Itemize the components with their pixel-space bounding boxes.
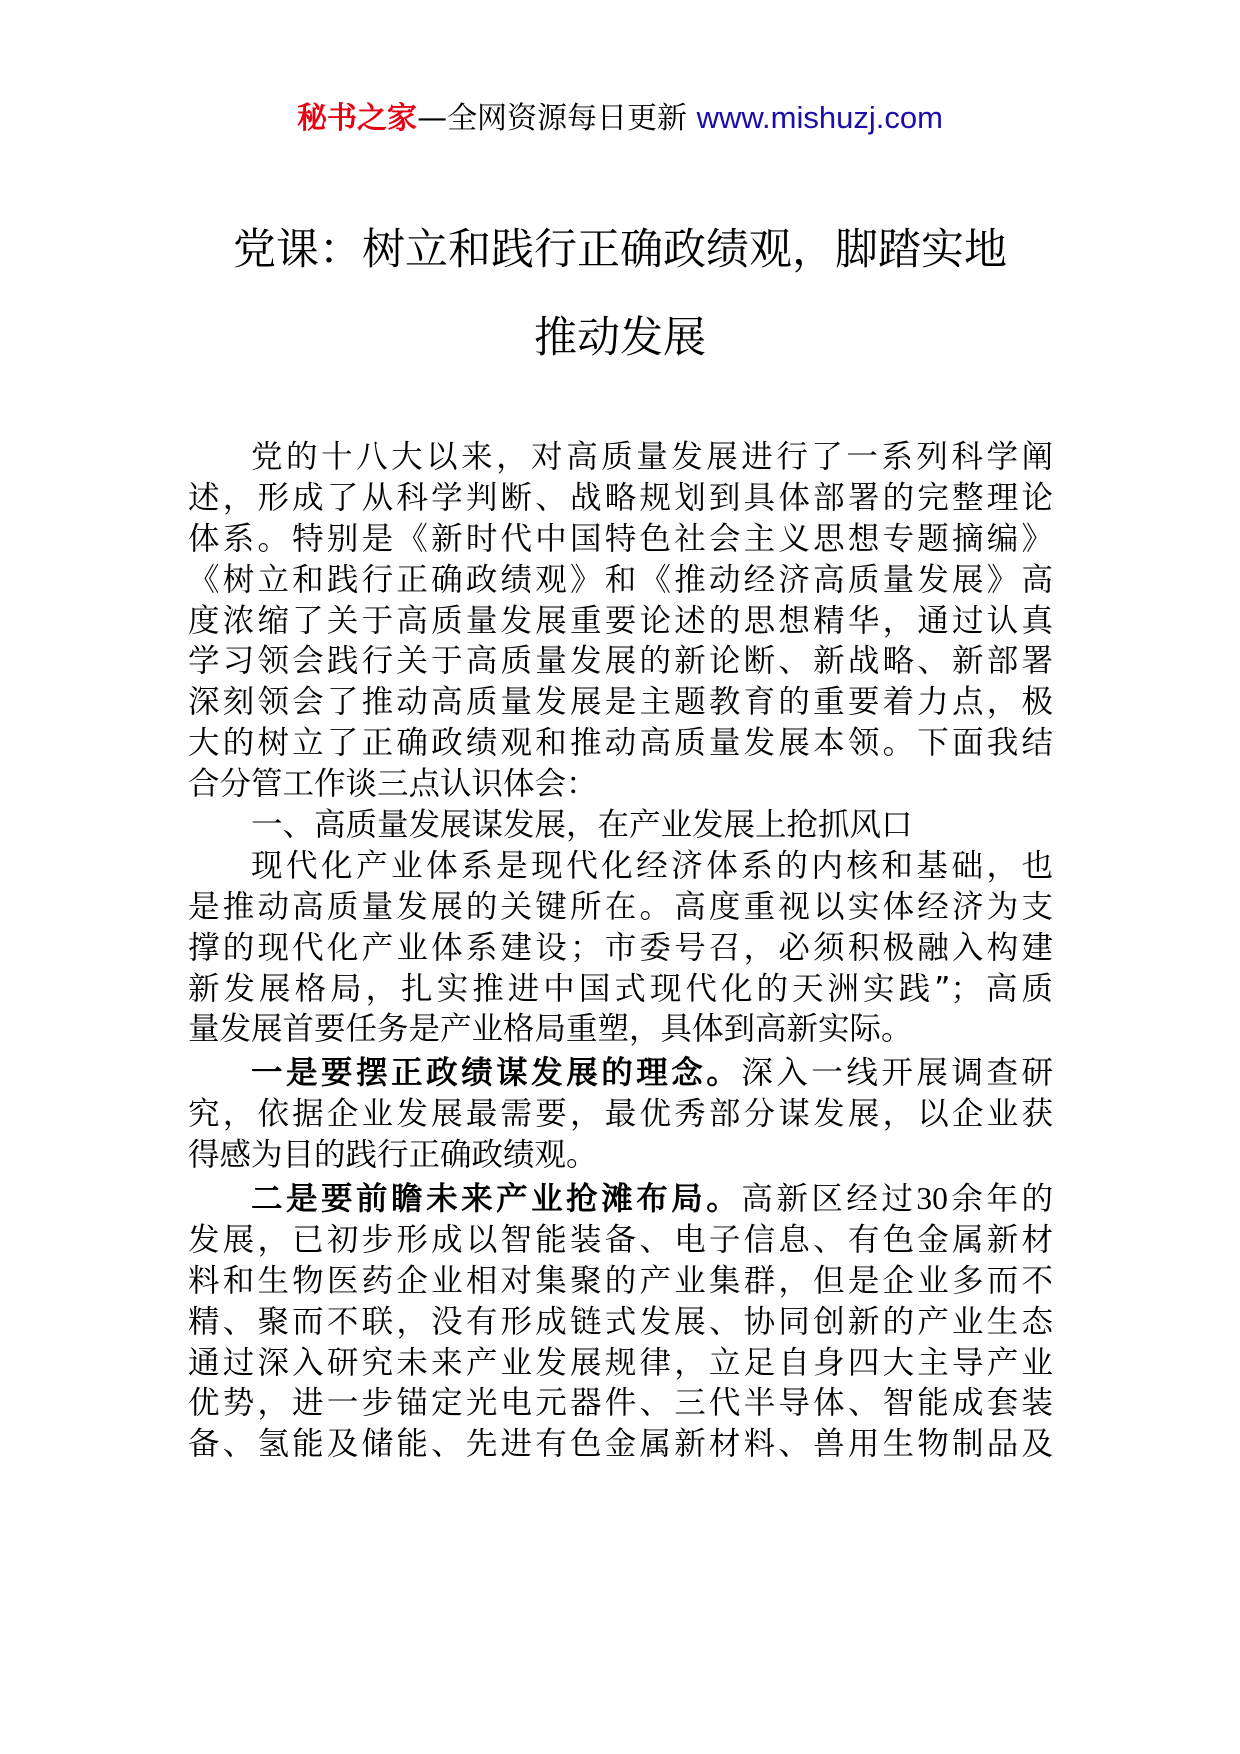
intro-line: 学习领会践行关于高质量发展的新论断、新战略、新部署 xyxy=(188,643,1053,680)
title-line-1: 党课：树立和践行正确政绩观，脚踏实地 xyxy=(233,225,1007,275)
point2-text-b: 余年的 xyxy=(947,1181,1053,1218)
site-url[interactable]: www.mishuzj.com xyxy=(696,100,943,135)
point2-line: 备、氢能及储能、先进有色金属新材料、兽用生物制品及 xyxy=(188,1426,1053,1463)
point1-line: 究，依据企业发展最需要，最优秀部分谋发展，以企业获 xyxy=(188,1096,1053,1133)
point2-line: 优势，进一步锚定光电元器件、三代半导体、智能成套装 xyxy=(188,1385,1053,1422)
point2-line: 精、聚而不联，没有形成链式发展、协同创新的产业生态 xyxy=(188,1303,1053,1340)
intro-line: 大的树立了正确政绩观和推动高质量发展本领。下面我结 xyxy=(188,725,1053,762)
brand-slogan: —全网资源每日更新 xyxy=(417,101,688,136)
intro-line: 《树立和践行正确政绩观》和《推动经济高质量发展》高 xyxy=(188,561,1053,598)
point2-number: 30 xyxy=(916,1181,948,1217)
intro-line: 合分管工作谈三点认识体会： xyxy=(188,766,598,803)
point2-line: 料和生物医药企业相对集聚的产业集群，但是企业多而不 xyxy=(188,1262,1053,1299)
point1-text: 深入一线开展调查研 xyxy=(741,1055,1053,1092)
intro-line: 深刻领会了推动高质量发展是主题教育的重要着力点，极 xyxy=(188,684,1053,721)
intro-line: 度浓缩了关于高质量发展重要论述的思想精华，通过认真 xyxy=(188,602,1053,639)
brand-name: 秘书之家 xyxy=(297,101,418,136)
document-title xyxy=(150,206,1090,382)
section1-line: 新发展格局，扎实推进中国式现代化的天洲实践”；高质 xyxy=(188,970,1053,1007)
intro-line: 体系。特别是《新时代中国特色社会主义思想专题摘编》 xyxy=(188,520,1053,557)
section1-line: 现代化产业体系是现代化经济体系的内核和基础，也 xyxy=(251,847,1053,884)
section1-line: 是推动高质量发展的关键所在。高度重视以实体经济为支 xyxy=(188,888,1053,925)
point2-lead: 二是要前瞻未来产业抢滩布局。 xyxy=(251,1181,742,1218)
section1-line: 量发展首要任务是产业格局重塑，具体到高新实际。 xyxy=(188,1011,913,1048)
document-body xyxy=(188,437,1053,1465)
point2-first-line xyxy=(188,1179,1053,1220)
watermark-header xyxy=(0,98,1240,139)
point2-text-a: 高新区经过 xyxy=(741,1181,917,1218)
intro-line: 述，形成了从科学判断、战略规划到具体部署的完整理论 xyxy=(188,479,1053,516)
section1-line: 撑的现代化产业体系建设；市委号召，必须积极融入构建 xyxy=(188,929,1053,966)
section-heading: 一、高质量发展谋发展，在产业发展上抢抓风口 xyxy=(251,807,913,844)
point2-line: 发展，已初步形成以智能装备、电子信息、有色金属新材 xyxy=(188,1221,1053,1258)
title-line-2: 推动发展 xyxy=(534,313,706,363)
point1-lead: 一是要摆正政绩谋发展的理念。 xyxy=(251,1055,742,1092)
point1-line: 得感为目的践行正确政绩观。 xyxy=(188,1137,598,1174)
point1-first-line xyxy=(188,1053,1053,1094)
point2-line: 通过深入研究未来产业发展规律，立足自身四大主导产业 xyxy=(188,1344,1053,1381)
intro-line: 党的十八大以来，对高质量发展进行了一系列科学阐 xyxy=(251,439,1053,475)
